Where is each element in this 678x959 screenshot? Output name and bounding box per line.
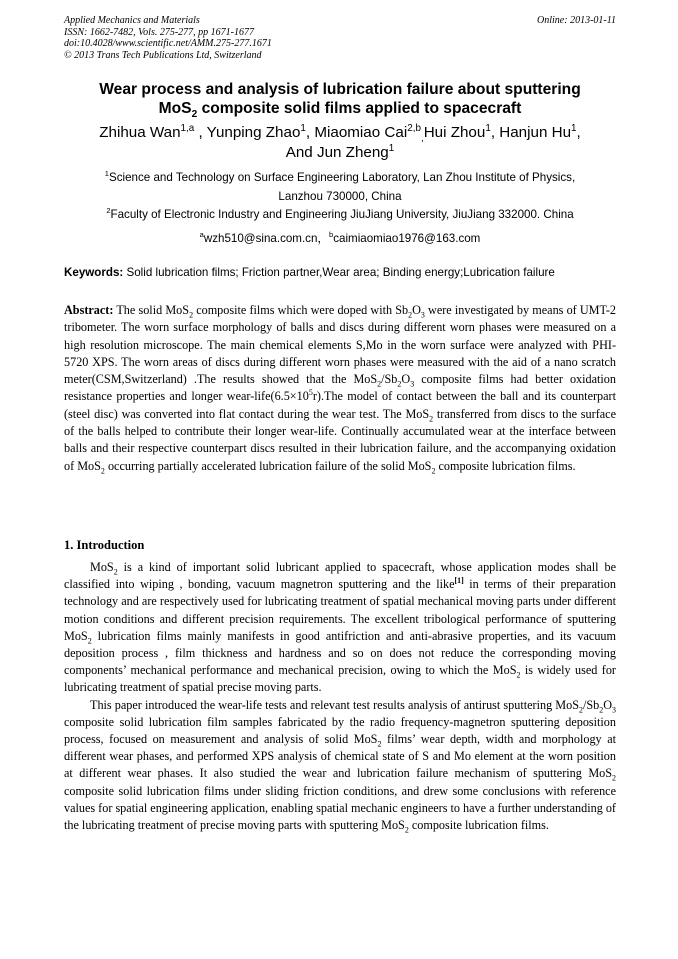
subscript: 2 [516, 670, 521, 680]
abstract-text: composite lubrication films. [435, 458, 576, 473]
title-text: MoS [158, 100, 192, 117]
affiliation-1 [64, 168, 616, 206]
introduction-body [64, 559, 616, 834]
intro-paragraph-2 [64, 697, 616, 835]
intro-paragraph-1 [64, 559, 616, 697]
section-heading-introduction: 1. Introduction [64, 538, 145, 552]
body-text: O [603, 697, 613, 712]
abstract-text: The solid MoS [113, 303, 190, 317]
author-name: Hui Zhou [423, 124, 486, 141]
affiliation-text: Science and Technology on Surface Engineering Laboratory, Lan Zhou Institute of Physics, [109, 171, 576, 184]
subscript: 2 [87, 636, 92, 646]
body-text: composite lubrication films. [408, 818, 549, 833]
subscript: 2 [113, 567, 118, 577]
author-affil-mark: 1 [485, 122, 491, 134]
abstract-text: transferred from discs to the surface of the balls helped to contribute their longer wear-life. Continually accumulated wear at the interface between balls and their respective counterpart discs resulted in their lubrication failure, and the accompanying oxidation of MoS [64, 406, 616, 473]
subscript: 2 [397, 379, 402, 389]
author-line-1 [64, 123, 616, 143]
author-name: Zhihua Wan [99, 124, 181, 141]
author-name: , Miaomiao Cai [305, 124, 408, 141]
email-mark: a [199, 230, 204, 240]
body-text: is widely used for lubricating treatment of spatial precise moving parts. [64, 663, 616, 695]
subscript: 2 [100, 466, 105, 476]
abstract [64, 302, 616, 475]
author-emails [64, 229, 616, 248]
subscript: 2 [377, 739, 382, 749]
keywords-text: Solid lubrication films; Friction partner,Wear area; Binding energy;Lubrication failure [123, 266, 555, 279]
abstract-label: Abstract: [64, 303, 114, 317]
email-address: caimiaomiao1976@163.com [333, 232, 481, 245]
body-text: is a kind of important solid lubricant applied to spacecraft, whose application modes shall be classified into wiping , bonding, vacuum magnetron sputtering and the like [64, 560, 616, 592]
abstract-text: O [412, 303, 421, 317]
author-affil-mark: 1,a [180, 122, 195, 134]
abstract-text: O [401, 372, 411, 387]
abstract-text: were investigated by means of UMT-2 tribometer. The worn surface morphology of balls and discs during different worn phases were measured on a high resolution microscope. The main chemical elements S,Mo in the worn surface were analyzed with PHI-5720 XPS. The worn areas of discs during different worn phases were measured with the aid of a nano scratch meter(CSM,Switzerland) .The results showed that the MoS [64, 303, 616, 387]
subscript: 3 [420, 310, 425, 320]
online-date: Online: 2013-01-11 [537, 15, 616, 26]
affiliation-mark: 2 [106, 206, 111, 216]
subscript: 2 [189, 310, 194, 320]
subscript: 2 [612, 773, 616, 783]
author-affil-mark: 1 [300, 122, 306, 134]
title-line-2 [64, 99, 616, 121]
abstract-text: composite films had better oxidation resistance properties and longer wear-life(6.5×10 [64, 372, 616, 404]
abstract-text: r).The model of contact between the ball and its counterpart (steel disc) was converted into flat contact during the wear test. The MoS [64, 389, 616, 421]
subscript: 2 [408, 310, 413, 320]
abstract-text: occurring partially accelerated lubrication failure of the solid MoS [104, 458, 432, 473]
email-mark: b [329, 230, 334, 240]
title-line-1: Wear process and analysis of lubrication failure about sputtering [99, 81, 581, 98]
body-text: lubrication films mainly manifests in good antifriction and anti-abrasive properties, and its vacuum deposition process , film thickness and hardness and so on does not reduce the corresponding moving components’ mechanical performance and mechanical precision, owing to which the MoS [64, 628, 616, 678]
body-text: /Sb [582, 697, 600, 712]
author-separator: , [420, 133, 424, 145]
author-name: And Jun Zheng [285, 144, 389, 161]
author-name: , Hanjun Hu [490, 124, 572, 141]
subscript: 2 [404, 825, 409, 835]
journal-name: Applied Mechanics and Materials [64, 15, 200, 26]
issn-line: ISSN: 1662-7482, Vols. 275-277, pp 1671-1677 [64, 26, 254, 38]
subscript: 2 [431, 466, 436, 476]
title-subscript: 2 [191, 109, 198, 121]
abstract-text: /Sb [381, 372, 398, 387]
subscript: 2 [377, 379, 382, 389]
paper-title [64, 80, 616, 121]
email-address: wzh510@sina.com.cn， [203, 232, 330, 245]
subscript: 2 [599, 705, 604, 715]
superscript: 5 [308, 388, 313, 398]
author-affil-mark: 2,b [407, 122, 421, 134]
citation-ref: [1] [454, 576, 464, 586]
body-text: This paper introduced the wear-life tests and relevant test results analysis of antirust sputtering MoS [90, 697, 580, 712]
author-separator: , [576, 124, 581, 141]
body-text: in terms of their preparation technology and are respectively used for lubricating treatment of spatial mechanical moving parts under different motion conditions and different precision requirements. The excellent tribological performance of sputtering MoS [64, 577, 616, 643]
title-text: composite solid films applied to spacecraft [197, 100, 522, 117]
author-line-2 [64, 143, 616, 163]
author-affil-mark: 1 [571, 122, 577, 134]
subscript: 3 [410, 379, 415, 389]
subscript: 3 [612, 705, 616, 715]
body-text: films’ wear depth, width and morphology at different wear phases, and performed XPS analysis of chemical state of S and Mo element at the worn position at different wear phases. It also studied the wear and lubrication failure mechanism of sputtering MoS [64, 732, 616, 781]
subscript: 2 [429, 414, 434, 424]
affiliation-mark: 1 [104, 169, 109, 179]
body-text: MoS [90, 560, 114, 574]
body-text: composite solid lubrication film samples fabricated by the radio frequency-magnetron sputtering deposition process, focused on measurement and analysis of solid MoS [64, 714, 616, 747]
copyright-line: © 2013 Trans Tech Publications Ltd, Switzerland [64, 49, 262, 61]
journal-header [64, 15, 616, 61]
author-name: , Yunping Zhao [194, 124, 301, 141]
author-list [64, 123, 616, 163]
affiliation-text: Lanzhou 730000, China [278, 190, 402, 203]
doi-line: doi:10.4028/www.scientific.net/AMM.275-277.1671 [64, 38, 272, 49]
affiliation-text: Faculty of Electronic Industry and Engineering JiuJiang University, JiuJiang 332000. China [110, 208, 574, 221]
affiliation-2 [64, 205, 616, 224]
keywords [64, 265, 616, 281]
author-affil-mark: 1 [388, 142, 395, 154]
keywords-label: Keywords: [64, 266, 124, 279]
subscript: 2 [579, 705, 583, 715]
body-text: composite solid lubrication films under sliding friction conditions, and drew some conclusions with reference values for spatial engineering application, enabling spatial mechanic engineers to have a further understanding of the lubricating treatment of precise moving parts with sputtering MoS [64, 783, 616, 833]
abstract-text: composite films which were doped with Sb [193, 303, 409, 317]
